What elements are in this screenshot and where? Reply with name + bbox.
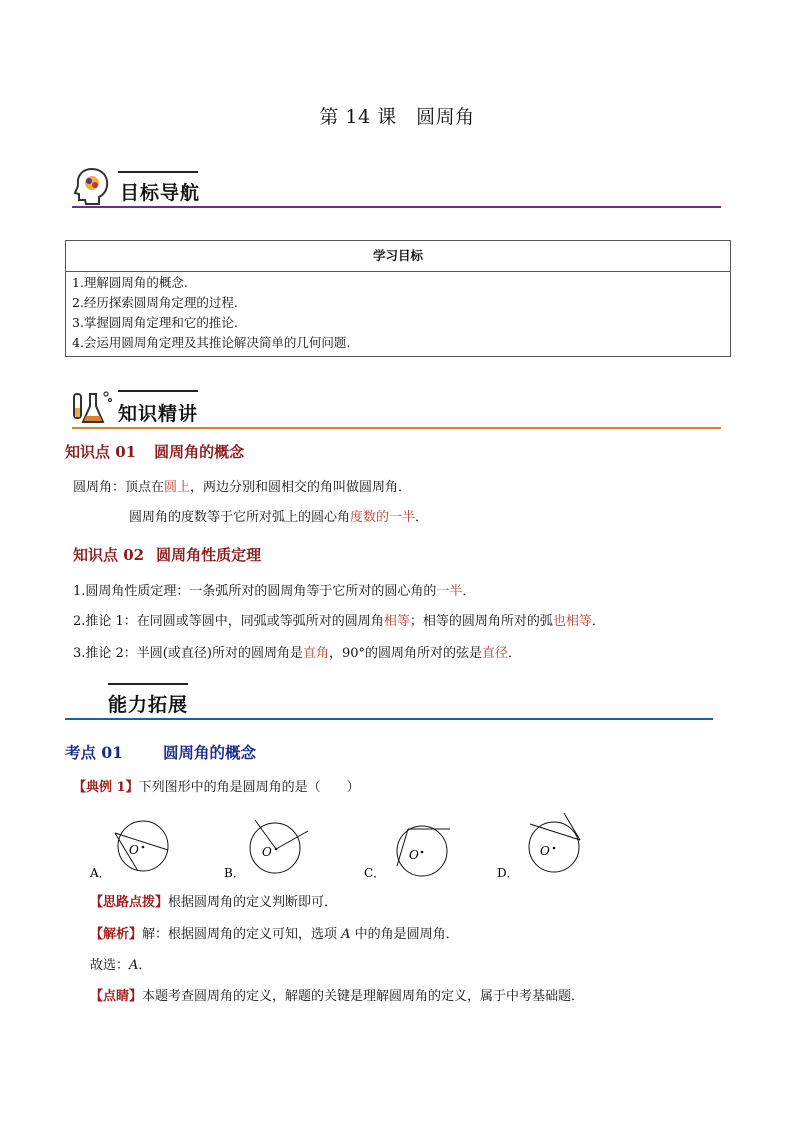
section-rule-nav [72, 206, 721, 208]
comment-tag: 【点睛】 [90, 989, 143, 1004]
kp2-label: 知识点 02 [73, 546, 145, 564]
exam-name: 圆周角的概念 [162, 743, 256, 762]
flask-icon [70, 388, 114, 428]
section-overline [118, 171, 198, 173]
choice-line [90, 956, 151, 976]
goal-row-4: 4.会运用圆周角定理及其推论解决简单的几何问题. [72, 335, 351, 350]
highlight-text: 一半 [436, 584, 463, 599]
goal-row-1: 1.理解圆周角的概念. [72, 275, 188, 290]
example-tag: 【典例 1】 [73, 780, 139, 795]
comment-line [90, 987, 584, 1007]
option-c-label: C． [364, 866, 386, 880]
hint-tag: 【思路点拨】 [90, 895, 169, 910]
section-rule-ability [65, 718, 713, 720]
exam-point-heading [65, 741, 256, 763]
goal-row-3: 3.掌握圆周角定理和它的推论. [72, 315, 238, 330]
text: ，两边分别和圆相交的角叫做圆周角． [190, 480, 412, 495]
section-heading-ability: 能力拓展 [108, 694, 189, 716]
exam-label: 考点 01 [65, 743, 123, 762]
kp1-definition [73, 478, 411, 498]
highlight-text: 相等 [383, 614, 410, 629]
highlight-text: 圆上 [164, 480, 191, 495]
kp1-name: 圆周角的概念 [154, 443, 245, 461]
hint-line [90, 893, 337, 913]
option-a-label: A． [90, 866, 111, 880]
section-overline [118, 390, 198, 392]
kp2-corollary-2 [73, 644, 521, 664]
goals-table-header: 学习目标 [66, 241, 730, 272]
text: 1.圆周角性质定理：一条弧所对的圆周角等于它所对的圆心角的 [73, 584, 437, 599]
option-figures [80, 810, 600, 885]
section-overline [108, 683, 188, 685]
text: 下列图形中的角是圆周角的是（ ） [138, 780, 360, 795]
text: ，90°的圆周角所对的弦是 [328, 646, 483, 661]
text: 3.推论 2：半圆(或直径)所对的圆周角是 [73, 646, 303, 661]
text: ． [462, 584, 476, 599]
figure-c [364, 826, 450, 880]
knowledge-point-1-heading [65, 441, 244, 462]
text: 根据圆周角的定义判断即可． [168, 895, 338, 910]
figure-d [497, 813, 580, 880]
answer-letter: A [129, 958, 139, 973]
center-label-d: O [540, 844, 550, 858]
center-label-c: O [409, 848, 419, 862]
highlight-text: 直角 [302, 646, 329, 661]
text: 中的角是圆周角． [350, 927, 459, 942]
kp2-name: 圆周角性质定理 [156, 546, 262, 564]
kp1-label: 知识点 01 [65, 443, 137, 461]
text: ． [138, 958, 152, 973]
solution-tag: 【解析】 [90, 927, 143, 942]
text: 2.推论 1：在同圆或等圆中，同弧或等弧所对的圆周角 [73, 614, 384, 629]
example-question [73, 778, 360, 798]
center-label-b: O [262, 845, 272, 859]
page-title: 第 14 课 圆周角 [319, 106, 475, 128]
text: ；相等的圆周角所对的弧 [409, 614, 553, 629]
knowledge-point-2-heading [73, 544, 261, 565]
figure-b [224, 820, 308, 880]
goal-row-2: 2.经历探索圆周角定理的过程. [72, 295, 238, 310]
section-rule-knowledge [72, 427, 721, 429]
section-heading-knowledge: 知识精讲 [118, 403, 199, 425]
text: 圆周角的度数等于它所对弧上的圆心角 [129, 510, 351, 525]
kp1-degree [129, 508, 428, 528]
option-b-label: B． [224, 866, 245, 880]
text: ． [508, 646, 522, 661]
text: ． [415, 510, 429, 525]
kp2-corollary-1 [73, 612, 605, 632]
section-heading-nav: 目标导航 [120, 182, 201, 204]
figure-a [89, 821, 168, 880]
text: 圆周角：顶点在 [73, 480, 165, 495]
brain-icon [72, 166, 112, 206]
text: 本题考查圆周角的定义，解题的关键是理解圆周角的定义，属于中考基础题． [142, 989, 585, 1004]
highlight-text: 也相等 [552, 614, 592, 629]
text: ． [591, 614, 605, 629]
kp2-theorem [73, 582, 475, 602]
goals-table [65, 240, 731, 357]
highlight-text: 直径 [482, 646, 509, 661]
text: 解：根据圆周角的定义可知，选项 [142, 927, 342, 942]
text: 故选： [90, 958, 130, 973]
center-label-a: O [129, 843, 139, 857]
solution-line [90, 925, 459, 945]
highlight-text: 度数的一半 [350, 510, 416, 525]
answer-letter: A [341, 927, 351, 942]
option-d-label: D． [497, 866, 519, 880]
